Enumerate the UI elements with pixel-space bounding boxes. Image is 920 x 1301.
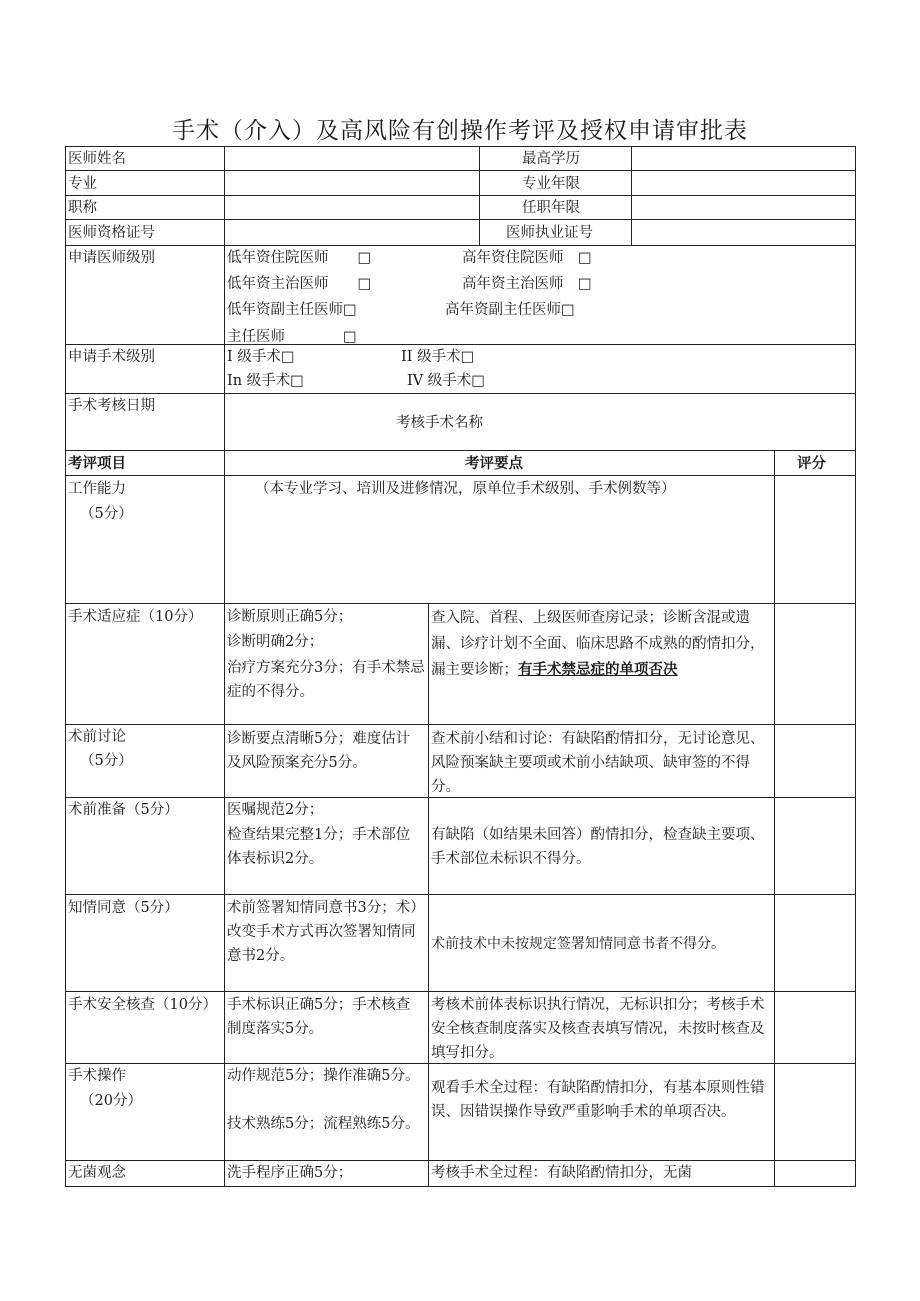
- eval-criteria-cell: [224, 603, 429, 725]
- doctor-level-option[interactable]: 低年资副主任医师□: [227, 302, 357, 318]
- eval-deduct-cell: [428, 1063, 775, 1161]
- specialty-years-value[interactable]: [631, 170, 856, 196]
- eval-score-input[interactable]: [774, 894, 856, 992]
- eval-item-cell: [65, 603, 225, 725]
- eval-criteria-text: 医嘱规范2分；: [227, 802, 324, 818]
- eval-deduct-cell: [428, 603, 775, 725]
- eval-item-label: 手术适应症（10分）: [68, 609, 203, 625]
- rank-label-cell: [65, 195, 225, 220]
- doctor-level-options: [224, 245, 856, 345]
- eval-criteria-cell: [224, 797, 429, 895]
- eval-item-cell: [65, 991, 225, 1064]
- eval-points-header-cell: [224, 450, 775, 476]
- eval-item-cell: [65, 894, 225, 992]
- eval-score-header-cell: [774, 450, 856, 476]
- eval-criteria-text: 诊断明确2分；: [227, 634, 324, 650]
- eval-item-score: （5分）: [80, 753, 133, 769]
- eval-criteria-text: 动作规范5分；操作准确5分。: [227, 1068, 420, 1084]
- work-ability-desc-cell[interactable]: [224, 475, 775, 604]
- eval-item-header-cell: [65, 450, 225, 476]
- work-ability-label-cell: [65, 475, 225, 604]
- eval-deduct-cell: [428, 991, 775, 1064]
- eval-criteria-cell: [224, 1063, 429, 1161]
- eval-deduct-text: 有缺陷（如结果未回答）酌情扣分，检查缺主要项、手术部位未标识不得分。: [431, 827, 765, 867]
- qualification-label: 医师资格证号: [68, 225, 155, 241]
- eval-deduct-text: 观看手术全过程：有缺陷酌情扣分，有基本原则性错误、因错误操作导致严重影响手术的单项否决。: [431, 1080, 765, 1120]
- eval-item-label: 手术操作: [68, 1068, 126, 1084]
- work-ability-score: （5分）: [80, 506, 133, 522]
- eval-item-header: 考评项目: [68, 455, 126, 472]
- eval-criteria-text: 技术熟练5分；流程熟练5分。: [227, 1116, 420, 1132]
- eval-score-input[interactable]: [774, 991, 856, 1064]
- specialty-value[interactable]: [224, 170, 480, 196]
- doctor-level-label: 申请医师级别: [68, 250, 155, 266]
- eval-deduct-text: 考核手术全过程：有缺陷酌情扣分，无菌: [431, 1165, 692, 1181]
- eval-score-input[interactable]: [774, 603, 856, 725]
- work-ability-label: 工作能力: [68, 481, 126, 497]
- eval-item-label: 无菌观念: [68, 1165, 126, 1181]
- eval-criteria-cell: [224, 991, 429, 1064]
- eval-item-cell: [65, 724, 225, 798]
- qualification-label-cell: [65, 219, 225, 246]
- exam-date-value[interactable]: [224, 393, 856, 451]
- eval-score-input[interactable]: [774, 797, 856, 895]
- doctor-level-option[interactable]: 高年资副主任医师□: [445, 302, 575, 318]
- doctor-level-option[interactable]: 低年资主治医师 □: [227, 276, 372, 292]
- rank-years-label: 任职年限: [522, 200, 580, 216]
- eval-criteria-text: 治疗方案充分3分；有手术禁忌症的不得分。: [227, 660, 425, 700]
- surgery-level-option[interactable]: II 级手术□: [401, 349, 475, 365]
- eval-score-input[interactable]: [774, 1160, 856, 1187]
- rank-years-value[interactable]: [631, 195, 856, 220]
- surgery-level-label: 申请手术级别: [68, 349, 155, 365]
- surgery-level-option[interactable]: I 级手术□: [227, 349, 295, 365]
- eval-deduct-emphasis: 有手术禁忌症的单项否决: [518, 661, 678, 678]
- doctor-level-label-cell: [65, 245, 225, 345]
- doctor-level-option[interactable]: 高年资主治医师 □: [462, 276, 592, 292]
- eval-deduct-cell: [428, 894, 775, 992]
- qualification-value[interactable]: [224, 219, 480, 246]
- eval-item-cell: [65, 1063, 225, 1161]
- eval-item-label: 术前讨论: [68, 729, 126, 745]
- doctor-level-option[interactable]: 低年资住院医师 □: [227, 250, 372, 266]
- eval-deduct-cell: [428, 1160, 775, 1187]
- eval-deduct-cell: [428, 724, 775, 798]
- rank-label: 职称: [68, 200, 97, 216]
- eval-criteria-text: 洗手程序正确5分；: [227, 1165, 353, 1181]
- education-label: 最高学历: [522, 151, 580, 167]
- work-ability-score-input[interactable]: [774, 475, 856, 604]
- eval-item-score: （20分）: [80, 1093, 142, 1109]
- doctor-name-value[interactable]: [224, 146, 480, 171]
- page-title: 手术（介入）及高风险有创操作考评及授权申请审批表: [172, 118, 748, 144]
- eval-item-label: 知情同意（5分）: [68, 900, 179, 916]
- eval-deduct-normal: 查入院、首程、上级医师查房记录；诊断含混或遗漏、诊疗计划不全面、临床思路不成熟的酌情扣分，漏主要诊断；: [431, 610, 765, 678]
- specialty-label-cell: [65, 170, 225, 196]
- eval-deduct-text: 考核术前体表标识执行情况，无标识扣分；考核手术安全核查制度落实及核查表填写情况，未按时核查及填写扣分。: [431, 997, 765, 1061]
- eval-criteria-text: 诊断原则正确5分；: [227, 609, 353, 625]
- eval-criteria-text: 诊断要点清晰5分；难度估计及风险预案充分5分。: [227, 731, 411, 771]
- eval-deduct-text: 术前技术中未按规定签署知情同意书者不得分。: [431, 936, 725, 952]
- eval-item-cell: [65, 1160, 225, 1187]
- eval-criteria-cell: [224, 894, 429, 992]
- eval-criteria-text: 术前签署知情同意书3分；术）改变手术方式再次签署知情同意书2分。: [227, 900, 425, 964]
- surgery-level-option[interactable]: IV 级手术□: [407, 373, 486, 389]
- surgery-level-label-cell: [65, 344, 225, 394]
- license-value[interactable]: [631, 219, 856, 246]
- exam-date-label: 手术考核日期: [68, 398, 155, 414]
- eval-item-cell: [65, 797, 225, 895]
- eval-score-header: 评分: [797, 455, 826, 472]
- eval-deduct-text: 查术前小结和讨论：有缺陷酌情扣分，无讨论意见、风险预案缺主要项或术前小结缺项、缺审签的不得分。: [431, 731, 765, 795]
- doctor-name-label: 医师姓名: [68, 151, 126, 167]
- eval-item-label: 手术安全核查（10分）: [68, 997, 217, 1013]
- eval-score-input[interactable]: [774, 1063, 856, 1161]
- surgery-level-options: [224, 344, 856, 394]
- specialty-years-label-cell: [479, 170, 632, 196]
- education-label-cell: [479, 146, 632, 171]
- eval-item-label: 术前准备（5分）: [68, 802, 179, 818]
- exam-date-label-cell: [65, 393, 225, 451]
- doctor-level-option[interactable]: 高年资住院医师 □: [462, 250, 592, 266]
- eval-criteria-text: 检查结果完整1分；手术部位体表标识2分。: [227, 827, 411, 867]
- license-label: 医师执业证号: [506, 225, 593, 241]
- surgery-level-option[interactable]: In 级手术□: [227, 373, 304, 389]
- eval-deduct-cell: [428, 797, 775, 895]
- eval-score-input[interactable]: [774, 724, 856, 798]
- surgery-name-label: 考核手术名称: [396, 415, 483, 431]
- doctor-level-option[interactable]: 主任医师 □: [227, 329, 357, 345]
- license-label-cell: [479, 219, 632, 246]
- rank-value[interactable]: [224, 195, 480, 220]
- specialty-label: 专业: [68, 176, 97, 192]
- doctor-name-label-cell: [65, 146, 225, 171]
- eval-criteria-cell: [224, 724, 429, 798]
- eval-criteria-cell: [224, 1160, 429, 1187]
- work-ability-desc: （本专业学习、培训及进修情况，原单位手术级别、手术例数等）: [255, 481, 676, 497]
- eval-points-header: 考评要点: [465, 455, 523, 472]
- rank-years-label-cell: [479, 195, 632, 220]
- specialty-years-label: 专业年限: [522, 176, 580, 192]
- eval-criteria-text: 手术标识正确5分；手术核查制度落实5分。: [227, 997, 411, 1037]
- education-value[interactable]: [631, 146, 856, 171]
- eval-deduct-text: [431, 605, 774, 683]
